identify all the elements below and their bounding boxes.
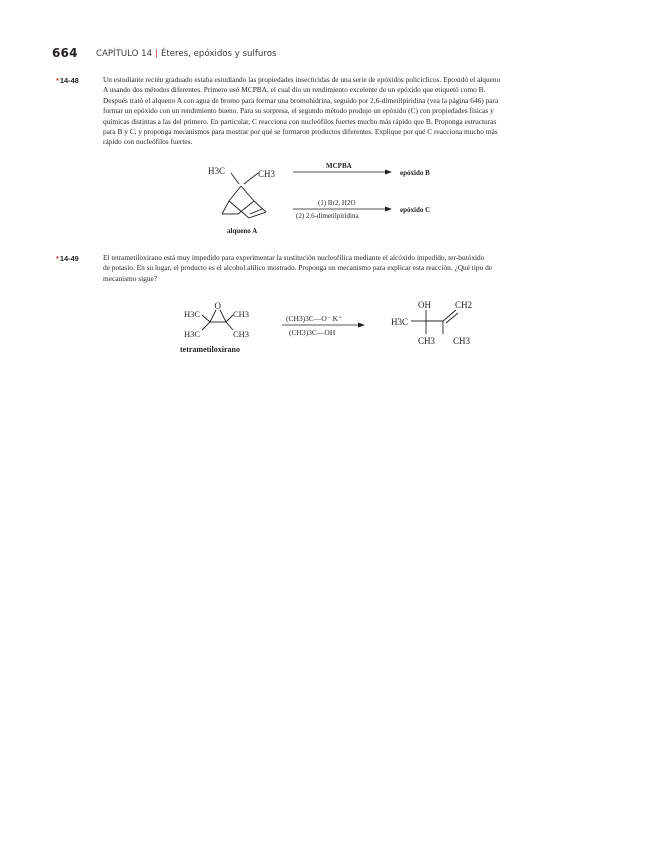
text-line: químicas distintas a las del primero. En particular, C reacciona con nucleófilos fuertes mucho más rápido que B. Proponga estructuras [103,116,497,126]
reagent-dimethylpyridine: (2) 2,6-dimetilpiridina [296,212,359,220]
text-line: El tetrametiloxirano está muy impedido para experimentar la sustitución nucleofílica mediante el alcóxido impedido, ter-butóxido [103,253,485,262]
product-epoxide-b: epóxido B [400,169,430,177]
text-line: A usando dos métodos diferentes. Primero usó MCPBA, el cual dio un rendimiento excelente de un epóxido que etiquetó como B. [103,85,486,95]
chapter-title: Éteres, epóxidos y sulfuros [160,49,277,59]
header-separator: | [155,49,158,59]
product-methyl-bottom-b: CH3 [453,336,471,346]
chapter-label: CAPÍTULO 14 [96,49,153,59]
product-methyl-bottom-a: CH3 [418,336,436,346]
reagent-bromine-water: (1) Br2, H2O [318,199,356,207]
oxygen-label: O [214,301,221,311]
methyl-bottom-left: H3C [184,329,201,339]
text-line: Un estudiante recién graduado estaba estudiando las propiedades insecticidas de una serie de epóxidos policíclicos. Epoxidó el alqueno [103,75,501,84]
product-epoxide-c: epóxido C [400,206,431,214]
text-line: Después trató el alqueno A con agua de bromo para formar una bromohidrina, seguido por 2,6-dimetilpiridina (vea la página 646) para [103,95,499,105]
methyl-label-left: H3C [208,166,226,176]
hydroxyl-label: OH [418,300,431,310]
reagent-tert-butoxide: (CH3)3C—O⁻ K⁺ [286,314,343,323]
text-line: de potasio. En su lugar, el producto es el alcohol alílico mostrado. Proponga un mecanismo para explicar esta reacción. ¿Qué tipo de [103,263,493,273]
tetramethyloxirane-structure [202,310,233,330]
reaction-arrow [282,323,365,328]
star-marker: * [56,254,59,263]
alkene-a-caption: alqueno A [227,227,258,235]
methylene-label: CH2 [455,300,473,310]
allylic-alcohol-structure [411,310,458,334]
text-line: mecanismo sigue? [103,273,158,283]
reagent-mcpba: MCPBA [326,162,352,170]
problem-number-text: 14-49 [59,254,79,263]
reagent-tert-butanol: (CH3)3C—OH [289,328,336,337]
methyl-bottom-right: CH3 [233,329,250,339]
methyl-top-left: H3C [184,309,201,319]
text-line: para B y C, y proponga mecanismos para mostrar por qué se formaron productos diferentes. Explique por qué C reacciona mucho más [103,127,498,137]
page-number: 664 [52,46,78,60]
tetramethyloxirane-caption: tetrametiloxirano [180,345,240,354]
star-marker: * [56,76,59,85]
problem-number-text: 14-48 [59,76,79,85]
methyl-label-right: CH3 [258,169,276,179]
text-line: formar un epóxido con un rendimiento bueno. Para su sorpresa, el segundo método produjo un epóxido (C) con propiedades físicas y [103,106,494,116]
text-line: rápido con nucleófilos fuertes. [103,137,193,147]
methyl-top-right: CH3 [233,309,250,319]
product-methyl-left: H3C [391,317,409,327]
